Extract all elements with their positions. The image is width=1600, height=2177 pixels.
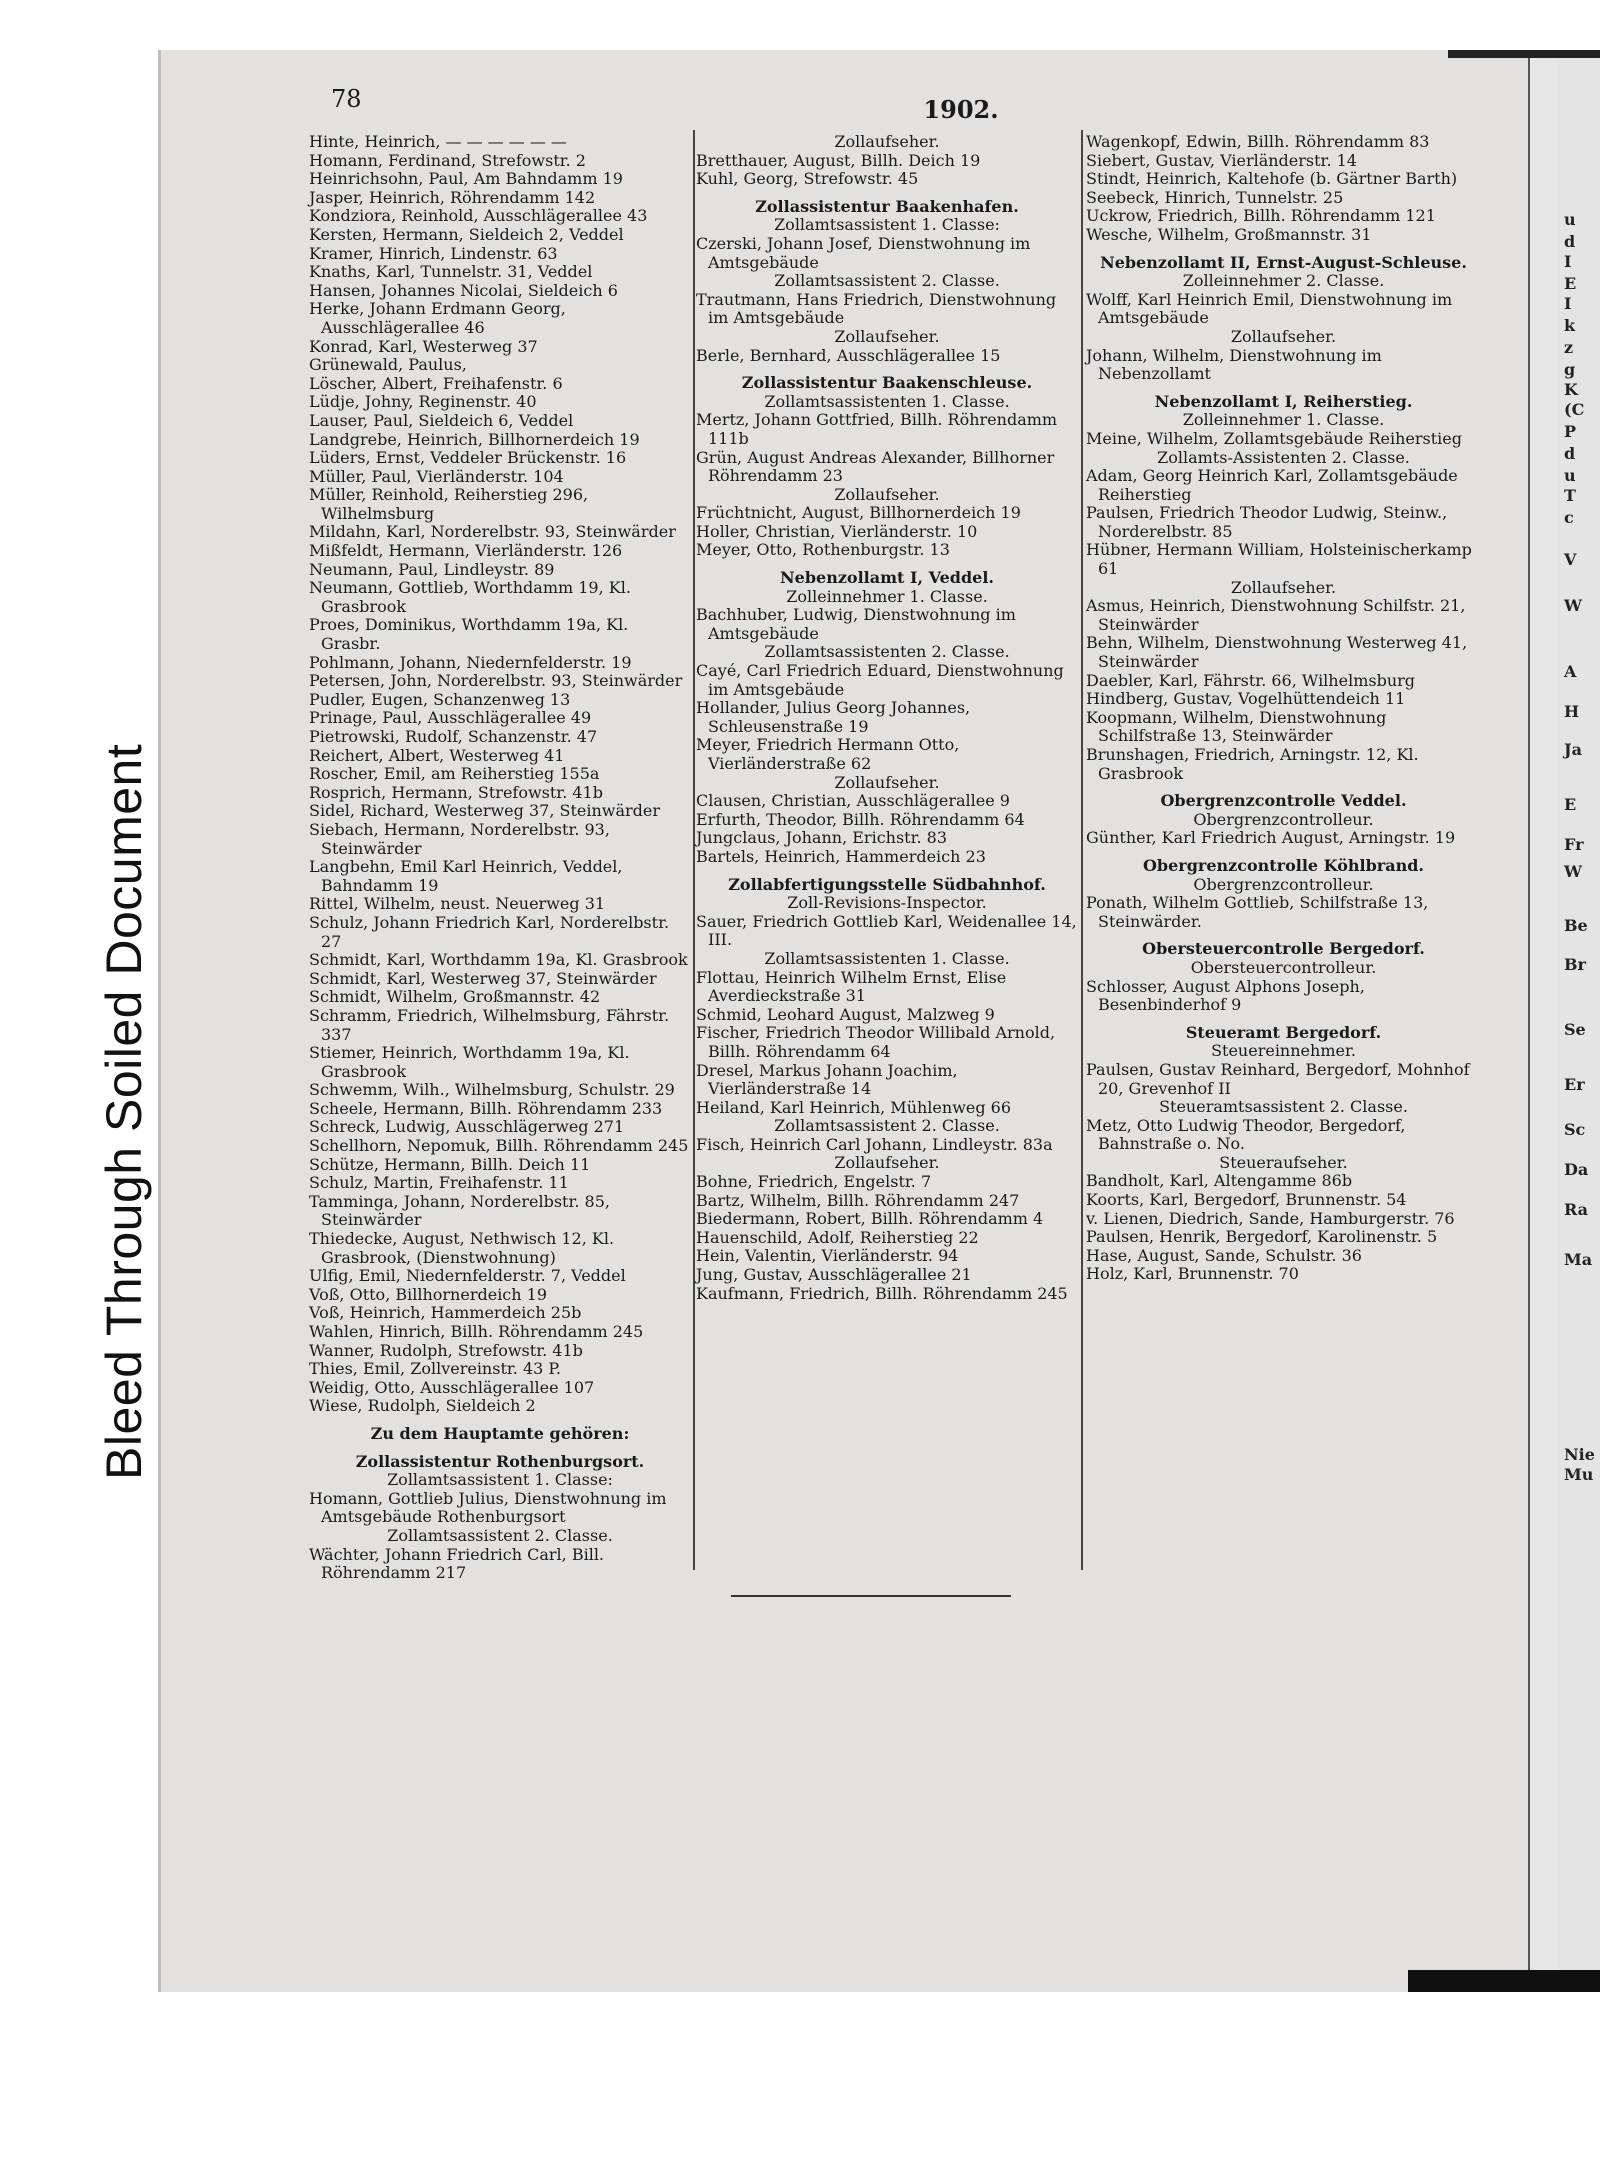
directory-entry: Prinage, Paul, Ausschlägerallee 49 [309,708,592,728]
directory-entry: Bretthauer, August, Billh. Deich 19 [696,150,981,170]
directory-entry: Meyer, Friedrich Hermann Otto, Vierländerstraße 62 [696,735,960,773]
directory-entry: Rittel, Wilhelm, neust. Neuerweg 31 [309,894,606,914]
page-number: 78 [331,85,362,113]
directory-entry: Trautmann, Hans Friedrich, Dienstwohnung im Amtsgebäude [696,289,1057,328]
directory-entry: Siebach, Hermann, Norderelbstr. 93, Steinwärder [309,819,610,858]
directory-entry: Bandholt, Karl, Altengamme 86b [1086,1171,1353,1191]
directory-entry: Brunshagen, Friedrich, Arningstr. 12, Kl. Grasbrook [1086,745,1419,783]
directory-entry: Hase, August, Sande, Schulstr. 36 [1086,1245,1362,1265]
next-page-fragment: Fr [1564,835,1584,854]
directory-entry: Voß, Heinrich, Hammerdeich 25b [309,1303,582,1323]
next-page-fragment: I [1564,294,1572,313]
next-page-fragment: Nie [1564,1445,1595,1464]
next-page-fragment: T [1564,486,1576,505]
directory-entry: Ponath, Wilhelm Gottlieb, Schilfstraße 13, Steinwärder. [1086,893,1429,931]
role-subheading: Zollaufseher. [834,326,940,346]
directory-entry: Wesche, Wilhelm, Großmannstr. 31 [1086,224,1372,244]
next-page-fragment: u [1564,210,1576,229]
directory-entry: Schulz, Martin, Freihafenstr. 11 [309,1173,569,1193]
section-heading: Zollassistentur Baakenschleuse. [741,373,1033,393]
directory-entry: Asmus, Heinrich, Dienstwohnung Schilfstr. 21, Steinwärder [1086,596,1466,634]
directory-entry: Kramer, Hinrich, Lindenstr. 63 [309,243,558,263]
role-subheading: Zollamtsassistent 2. Classe. [774,271,1000,291]
role-subheading: Zollamtsassistent 2. Classe. [387,1525,613,1545]
role-subheading: Zollamtsassistent 1. Classe: [387,1470,613,1490]
directory-entry: Uckrow, Friedrich, Billh. Röhrendamm 121 [1086,206,1436,226]
bottom-rule [731,1595,1011,1597]
directory-entry: Schlosser, August Alphons Joseph, Besenbinderhof 9 [1086,976,1365,1015]
directory-entry: Daebler, Karl, Fährstr. 66, Wilhelmsburg [1086,670,1416,690]
next-page-fragment: Be [1564,916,1588,935]
column-1 [309,133,691,1583]
role-subheading: Zollamtsassistent 1. Classe: [774,215,1000,235]
next-page-fragment: (C [1564,400,1585,419]
next-page-fragment: V [1564,550,1577,569]
next-page-fragment: I [1564,252,1572,271]
next-page-fragment: Er [1564,1075,1585,1094]
directory-entry: Weidig, Otto, Ausschlägerallee 107 [309,1377,595,1397]
bleed-through-stamp [55,470,152,1490]
directory-entry: Schellhorn, Nepomuk, Billh. Röhrendamm 245 [309,1136,689,1156]
section-heading: Zu dem Hauptamte gehören: [370,1423,630,1443]
directory-entry: Thiedecke, August, Nethwisch 12, Kl. Grasbrook, (Dienstwohnung) [309,1229,615,1267]
section-heading: Obergrenzcontrolle Veddel. [1160,791,1407,811]
next-page-edge [1558,50,1600,1992]
next-page-fragment: E [1564,795,1577,814]
section-heading: Zollassistentur Baakenhafen. [755,196,1019,216]
next-page-fragment: Br [1564,955,1586,974]
directory-entry: Holler, Christian, Vierländerstr. 10 [696,521,978,541]
directory-entry: Paulsen, Friedrich Theodor Ludwig, Steinw., Norderelbstr. 85 [1086,503,1448,541]
next-page-fragment: Ma [1564,1250,1593,1269]
directory-entry: Schreck, Ludwig, Ausschlägerweg 271 [309,1117,625,1137]
directory-entry: Meine, Wilhelm, Zollamtsgebäude Reiherstieg [1086,428,1462,448]
column-divider-1 [693,130,695,1570]
role-subheading: Zollamtsassistenten 1. Classe. [764,391,1010,411]
directory-entry: Neumann, Paul, Lindleystr. 89 [309,559,555,579]
directory-entry: Pudler, Eugen, Schanzenweg 13 [309,689,571,709]
role-subheading: Zollaufseher. [834,484,940,504]
directory-entry: Siebert, Gustav, Vierländerstr. 14 [1086,150,1357,170]
directory-entry: Seebeck, Hinrich, Tunnelstr. 25 [1086,187,1344,207]
directory-entry: Proes, Dominikus, Worthdamm 19a, Kl. Grasbr. [309,615,629,654]
directory-entry: Reichert, Albert, Westerweg 41 [309,745,565,765]
directory-entry: Wächter, Johann Friedrich Carl, Bill. Röhrendamm 217 [309,1544,605,1583]
directory-entry: Knaths, Karl, Tunnelstr. 31, Veddel [309,262,593,282]
section-heading: Zollassistentur Rothenburgsort. [355,1451,645,1471]
directory-entry: Berle, Bernhard, Ausschlägerallee 15 [696,345,1001,365]
section-heading: Nebenzollamt I, Veddel. [780,568,994,588]
page-year-heading: 1902. [923,95,999,124]
directory-entry: Hein, Valentin, Vierländerstr. 94 [696,1246,959,1266]
directory-entry: Hübner, Hermann William, Holsteinischerkamp 61 [1086,540,1472,579]
directory-entry: Lüders, Ernst, Veddeler Brückenstr. 16 [309,448,627,468]
directory-entry: Hauenschild, Adolf, Reiherstieg 22 [696,1227,979,1247]
section-heading: Steueramt Bergedorf. [1185,1022,1382,1042]
next-page-fragment: Da [1564,1160,1589,1179]
directory-entry: v. Lienen, Diedrich, Sande, Hamburgerstr. 76 [1086,1208,1455,1228]
directory-entry: Schwemm, Wilh., Wilhelmsburg, Schulstr. 29 [309,1080,675,1100]
directory-entry: Grün, August Andreas Alexander, Billhorner Röhrendamm 23 [696,447,1055,486]
role-subheading: Zollaufseher. [834,132,940,151]
column-2 [696,133,1078,1303]
section-heading: Zollabfertigungsstelle Südbahnhof. [728,874,1046,894]
next-page-fragment: Ja [1564,740,1582,759]
next-page-fragment: z [1564,338,1574,357]
directory-entry: Kersten, Hermann, Sieldeich 2, Veddel [309,224,624,244]
scan-bottom-bar [1408,1970,1600,1992]
directory-entry: Bartz, Wilhelm, Billh. Röhrendamm 247 [696,1190,1020,1210]
directory-entry: Petersen, John, Norderelbstr. 93, Steinwärder [309,671,683,691]
directory-entry: Voß, Otto, Billhornerdeich 19 [309,1284,548,1304]
role-subheading: Steuereinnehmer. [1211,1041,1356,1061]
column-3 [1086,133,1481,1284]
role-subheading: Steueramtsassistent 2. Classe. [1159,1097,1408,1117]
directory-entry: Konrad, Karl, Westerweg 37 [309,336,538,356]
role-subheading: Zolleinnehmer 1. Classe. [1182,410,1385,430]
directory-entry: Bachhuber, Ludwig, Dienstwohnung im Amtsgebäude [696,605,1016,643]
scan-edge-bar [1448,50,1600,58]
role-subheading: Obergrenzcontrolleur. [1193,874,1374,894]
next-page-fragment: P [1564,422,1577,441]
directory-entry: Ulfig, Emil, Niedernfelderstr. 7, Veddel [309,1266,626,1286]
directory-entry: Schulz, Johann Friedrich Karl, Norderelbstr. 27 [309,912,670,951]
directory-entry: Jungclaus, Johann, Erichstr. 83 [696,828,948,848]
next-page-fragment: Sc [1564,1120,1586,1139]
directory-page [158,50,1531,1992]
directory-entry: Meyer, Otto, Rothenburgstr. 13 [696,540,950,560]
directory-entry: Kaufmann, Friedrich, Billh. Röhrendamm 245 [696,1283,1068,1303]
directory-entry: Lauser, Paul, Sieldeich 6, Veddel [309,410,574,430]
directory-entry: Heiland, Karl Heinrich, Mühlenweg 66 [696,1097,1012,1117]
directory-entry: Biedermann, Robert, Billh. Röhrendamm 4 [696,1209,1044,1229]
scanned-page-image [158,50,1600,1992]
directory-entry: Stindt, Heinrich, Kaltehofe (b. Gärtner Barth) [1086,169,1458,189]
role-subheading: Zolleinnehmer 1. Classe. [786,586,988,606]
directory-entry: Kondziora, Reinhold, Ausschlägerallee 43 [309,206,648,226]
next-page-fragment: d [1564,232,1576,251]
role-subheading: Zoll-Revisions-Inspector. [787,893,987,913]
stamp-label: Bleed Through Soiled Document [96,743,152,1480]
directory-entry: Löscher, Albert, Freihafenstr. 6 [309,373,563,393]
directory-entry: Behn, Wilhelm, Dienstwohnung Westerweg 41, Steinwärder [1086,633,1468,672]
next-page-fragment: A [1564,662,1577,681]
next-page-fragment: W [1564,596,1582,615]
directory-entry: Wiese, Rudolph, Sieldeich 2 [309,1396,536,1416]
directory-entry: Jung, Gustav, Ausschlägerallee 21 [696,1265,972,1285]
directory-entry: Sidel, Richard, Westerweg 37, Steinwärder [309,801,661,821]
directory-entry: Wahlen, Hinrich, Billh. Röhrendamm 245 [309,1322,644,1341]
directory-entry: Lüdje, Johny, Reginenstr. 40 [309,392,537,412]
directory-entry: Fischer, Friedrich Theodor Willibald Arnold, Billh. Röhrendamm 64 [696,1023,1056,1061]
directory-entry: Schütze, Hermann, Billh. Deich 11 [309,1154,591,1174]
directory-entry: Metz, Otto Ludwig Theodor, Bergedorf, Bahnstraße o. No. [1086,1115,1406,1154]
directory-entry: Wanner, Rudolph, Strefowstr. 41b [309,1340,583,1360]
directory-entry: Wagenkopf, Edwin, Billh. Röhrendamm 83 [1086,132,1430,151]
directory-entry: Adam, Georg Heinrich Karl, Zollamtsgebäude Reiherstieg [1086,466,1458,504]
directory-entry: Landgrebe, Heinrich, Billhornerdeich 19 [309,429,640,449]
directory-entry: Langbehn, Emil Karl Heinrich, Veddel, Bahndamm 19 [309,857,623,895]
directory-entry: Wolff, Karl Heinrich Emil, Dienstwohnung im Amtsgebäude [1086,289,1453,328]
column-divider-2 [1081,130,1083,1570]
role-subheading: Zollamtsassistent 2. Classe. [774,1116,1000,1136]
next-page-fragment: g [1564,360,1576,379]
directory-entry: Czerski, Johann Josef, Dienstwohnung im Amtsgebäude [696,233,1031,272]
directory-entry: Bartels, Heinrich, Hammerdeich 23 [696,846,986,866]
directory-entry: Clausen, Christian, Ausschlägerallee 9 [696,791,1010,811]
directory-entry: Paulsen, Henrik, Bergedorf, Karolinenstr. 5 [1086,1227,1438,1247]
directory-entry: Neumann, Gottlieb, Worthdamm 19, Kl. Grasbrook [309,578,631,616]
section-heading: Nebenzollamt I, Reiherstieg. [1154,391,1413,411]
directory-entry: Tamminga, Johann, Norderelbstr. 85, Steinwärder [309,1191,610,1230]
directory-entry: Cayé, Carl Friedrich Eduard, Dienstwohnung im Amtsgebäude [696,661,1064,699]
directory-entry: Müller, Reinhold, Reiherstieg 296, Wilhelmsburg [309,485,589,523]
directory-entry: Thies, Emil, Zollvereinstr. 43 P. [309,1359,561,1379]
directory-entry: Mertz, Johann Gottfried, Billh. Röhrendamm 111b [696,410,1058,448]
next-page-fragment: Mu [1564,1465,1594,1484]
directory-entry: Grünewald, Paulus, [309,355,467,375]
directory-entry: Hansen, Johannes Nicolai, Sieldeich 6 [309,280,618,300]
directory-entry: Scheele, Hermann, Billh. Röhrendamm 233 [309,1098,663,1118]
directory-entry: Schmidt, Wilhelm, Großmannstr. 42 [309,987,601,1007]
role-subheading: Obergrenzcontrolleur. [1193,809,1374,829]
directory-entry: Schmid, Leohard August, Malzweg 9 [696,1004,995,1024]
directory-entry: Schmidt, Karl, Worthdamm 19a, Kl. Grasbrook [309,950,688,970]
directory-entry: Günther, Karl Friedrich August, Arningstr. 19 [1086,828,1456,848]
section-heading: Obergrenzcontrolle Köhlbrand. [1142,855,1424,875]
directory-entry: Müller, Paul, Vierländerstr. 104 [309,466,564,486]
next-page-fragment: H [1564,702,1580,721]
directory-entry: Paulsen, Gustav Reinhard, Bergedorf, Mohnhof 20, Grevenhof II [1086,1059,1470,1098]
directory-entry: Fisch, Heinrich Carl Johann, Lindleystr. 83a [696,1134,1053,1154]
directory-entry: Johann, Wilhelm, Dienstwohnung im Nebenzollamt [1086,345,1382,384]
role-subheading: Zollamts-Assistenten 2. Classe. [1157,447,1410,467]
directory-entry: Heinrichsohn, Paul, Am Bahndamm 19 [309,169,623,189]
role-subheading: Zollaufseher. [1230,577,1337,597]
next-page-fragment: d [1564,444,1576,463]
directory-entry: Flottau, Heinrich Wilhelm Ernst, Elise Averdieckstraße 31 [696,967,1007,1006]
directory-entry: Früchtnicht, August, Billhornerdeich 19 [696,503,1021,523]
next-page-fragment: u [1564,466,1576,485]
directory-entry: Bohne, Friedrich, Engelstr. 7 [696,1172,932,1192]
directory-entry: Hollander, Julius Georg Johannes, Schleusenstraße 19 [696,698,971,736]
directory-entry: Koopmann, Wilhelm, Dienstwohnung Schilfstraße 13, Steinwärder [1086,707,1387,746]
role-subheading: Zollaufseher. [1230,326,1337,346]
role-subheading: Zollamtsassistenten 2. Classe. [764,642,1010,662]
directory-entry: Schramm, Friedrich, Wilhelmsburg, Fährstr. 337 [309,1005,670,1044]
next-page-fragment: k [1564,316,1576,335]
directory-entry: Roscher, Emil, am Reiherstieg 155a [309,764,600,784]
role-subheading: Steueraufseher. [1219,1152,1348,1172]
directory-entry: Mißfeldt, Hermann, Vierländerstr. 126 [309,541,623,561]
directory-entry: Holz, Karl, Brunnenstr. 70 [1086,1264,1299,1284]
next-page-fragment: Se [1564,1020,1586,1039]
book-spine [1528,50,1561,1992]
directory-entry: Homann, Gottlieb Julius, Dienstwohnung im Amtsgebäude Rothenburgsort [309,1488,667,1527]
directory-entry: Koorts, Karl, Bergedorf, Brunnenstr. 54 [1086,1190,1407,1210]
directory-entry: Kuhl, Georg, Strefowstr. 45 [696,169,919,189]
directory-entry: Erfurth, Theodor, Billh. Röhrendamm 64 [696,809,1025,829]
role-subheading: Zolleinnehmer 2. Classe. [1182,271,1385,291]
directory-entry: Mildahn, Karl, Norderelbstr. 93, Steinwärder [309,522,676,542]
next-page-fragment: Ra [1564,1200,1589,1219]
role-subheading: Zollaufseher. [834,1153,940,1173]
next-page-fragment: E [1564,274,1577,293]
next-page-fragment: W [1564,862,1582,881]
section-heading: Nebenzollamt II, Ernst-August-Schleuse. [1100,252,1467,272]
directory-entry: Schmidt, Karl, Westerweg 37, Steinwärder [309,968,657,988]
next-page-fragment: c [1564,508,1574,527]
directory-entry: Sauer, Friedrich Gottlieb Karl, Weidenallee 14, III. [696,911,1077,950]
directory-entry: Stiemer, Heinrich, Worthdamm 19a, Kl. Grasbrook [309,1043,630,1081]
role-subheading: Zollaufseher. [834,772,940,792]
next-page-fragment: K [1564,380,1578,399]
directory-entry: Jasper, Heinrich, Röhrendamm 142 [309,187,596,207]
role-subheading: Obersteuercontrolleur. [1190,957,1377,977]
section-heading: Obersteuercontrolle Bergedorf. [1142,939,1425,959]
directory-entry: Hinte, Heinrich, — — — — — — [309,132,567,151]
directory-entry: Pietrowski, Rudolf, Schanzenstr. 47 [309,727,598,746]
role-subheading: Zollamtsassistenten 1. Classe. [764,948,1010,968]
directory-entry: Rosprich, Hermann, Strefowstr. 41b [309,782,603,802]
directory-entry: Pohlmann, Johann, Niedernfelderstr. 19 [309,652,632,672]
directory-entry: Homann, Ferdinand, Strefowstr. 2 [309,150,586,170]
directory-entry: Hindberg, Gustav, Vogelhüttendeich 11 [1086,689,1406,709]
directory-entry: Dresel, Markus Johann Joachim, Vierländerstraße 14 [696,1060,958,1099]
directory-entry: Herke, Johann Erdmann Georg, Ausschlägerallee 46 [309,299,566,337]
